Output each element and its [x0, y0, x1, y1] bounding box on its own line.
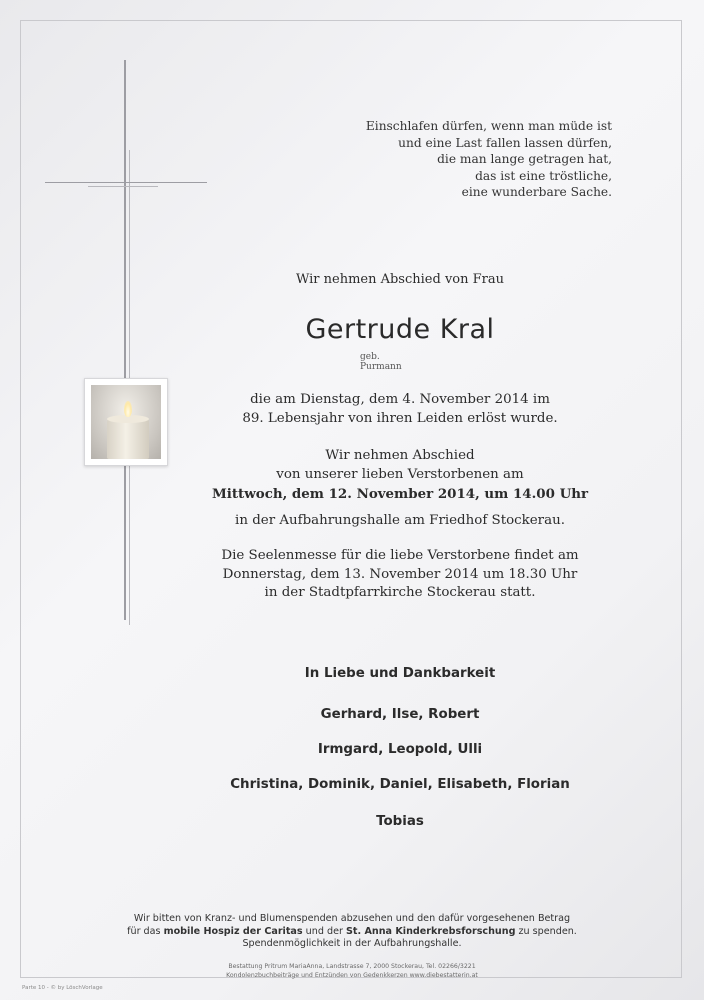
family-group: Irmgard, Leopold, Ulli [317, 742, 483, 757]
family-heading: In Liebe und Dankbarkeit [304, 666, 496, 681]
family-group: Gerhard, Ilse, Robert [320, 707, 480, 722]
candle-icon [107, 419, 149, 459]
poem-line: Einschlafen dürfen, wenn man müde ist [365, 119, 612, 133]
mass-text [200, 547, 600, 603]
mass-line: Die Seelenmesse für die liebe Verstorbene findet am [221, 548, 579, 563]
charity-name: mobile Hospiz der Caritas [163, 925, 303, 937]
poem-line: und eine Last fallen lassen dürfen, [398, 135, 612, 150]
mass-line: Donnerstag, dem 13. November 2014 um 18.30 Uhr [222, 566, 578, 582]
funeral-home-imprint [192, 962, 512, 980]
donation-line: Wir bitten von Kranz- und Blumenspenden abzusehen und den dafür vorgesehenen Betrag [133, 913, 571, 924]
poem-line: eine wunderbare Sache. [461, 185, 612, 199]
death-notice-line: die am Dienstag, dem 4. November 2014 im [250, 392, 550, 407]
funeral-date: Mittwoch, dem 12. November 2014, um 14.00 Uhr [211, 486, 589, 502]
cross-horizontal-line-inner [88, 186, 158, 187]
farewell-line: von unserer lieben Verstorbenen am [276, 466, 524, 482]
charity-name: St. Anna Kinderkrebsforschung [345, 925, 516, 937]
imprint-line: Kondolenzbuchbeiträge und Entzünden von Gedenkkerzen www.diebestatterin.at [226, 972, 478, 979]
farewell-line: Wir nehmen Abschied [325, 448, 475, 463]
family-group: Tobias [376, 814, 424, 829]
template-code: Parte 10 - © by LöschVorlage [22, 985, 103, 991]
deceased-name: Gertrude Kral [305, 314, 495, 345]
death-notice [200, 391, 600, 428]
family-group: Christina, Dominik, Daniel, Elisabeth, Florian [230, 777, 570, 792]
death-notice-line: 89. Lebensjahr von ihren Leiden erlöst wurde. [242, 410, 558, 426]
farewell-text [200, 447, 600, 484]
cross-horizontal-line [45, 182, 207, 183]
poem [312, 118, 612, 201]
mass-line: in der Stadtpfarrkirche Stockerau statt. [264, 585, 536, 600]
poem-line: die man lange getragen hat, [437, 152, 612, 166]
intro-text: Wir nehmen Abschied von Frau [296, 272, 504, 287]
funeral-location: in der Aufbahrungshalle am Friedhof Stockerau. [235, 513, 565, 528]
donation-note [92, 913, 612, 951]
maiden-name: geb. Purmann [360, 352, 402, 372]
flame-icon [124, 401, 132, 417]
imprint-line: Bestattung Pritrum MariaAnna, Landstrasse 7, 2000 Stockerau, Tel. 02266/3221 [228, 963, 476, 970]
candle-image [84, 378, 168, 466]
donation-line: für das mobile Hospiz der Caritas und der St. Anna Kinderkrebsforschung zu spenden. [127, 925, 577, 937]
donation-line: Spendenmöglichkeit in der Aufbahrungshalle. [242, 938, 462, 949]
poem-line: das ist eine tröstliche, [475, 168, 612, 183]
cross-vertical-line [124, 60, 126, 620]
